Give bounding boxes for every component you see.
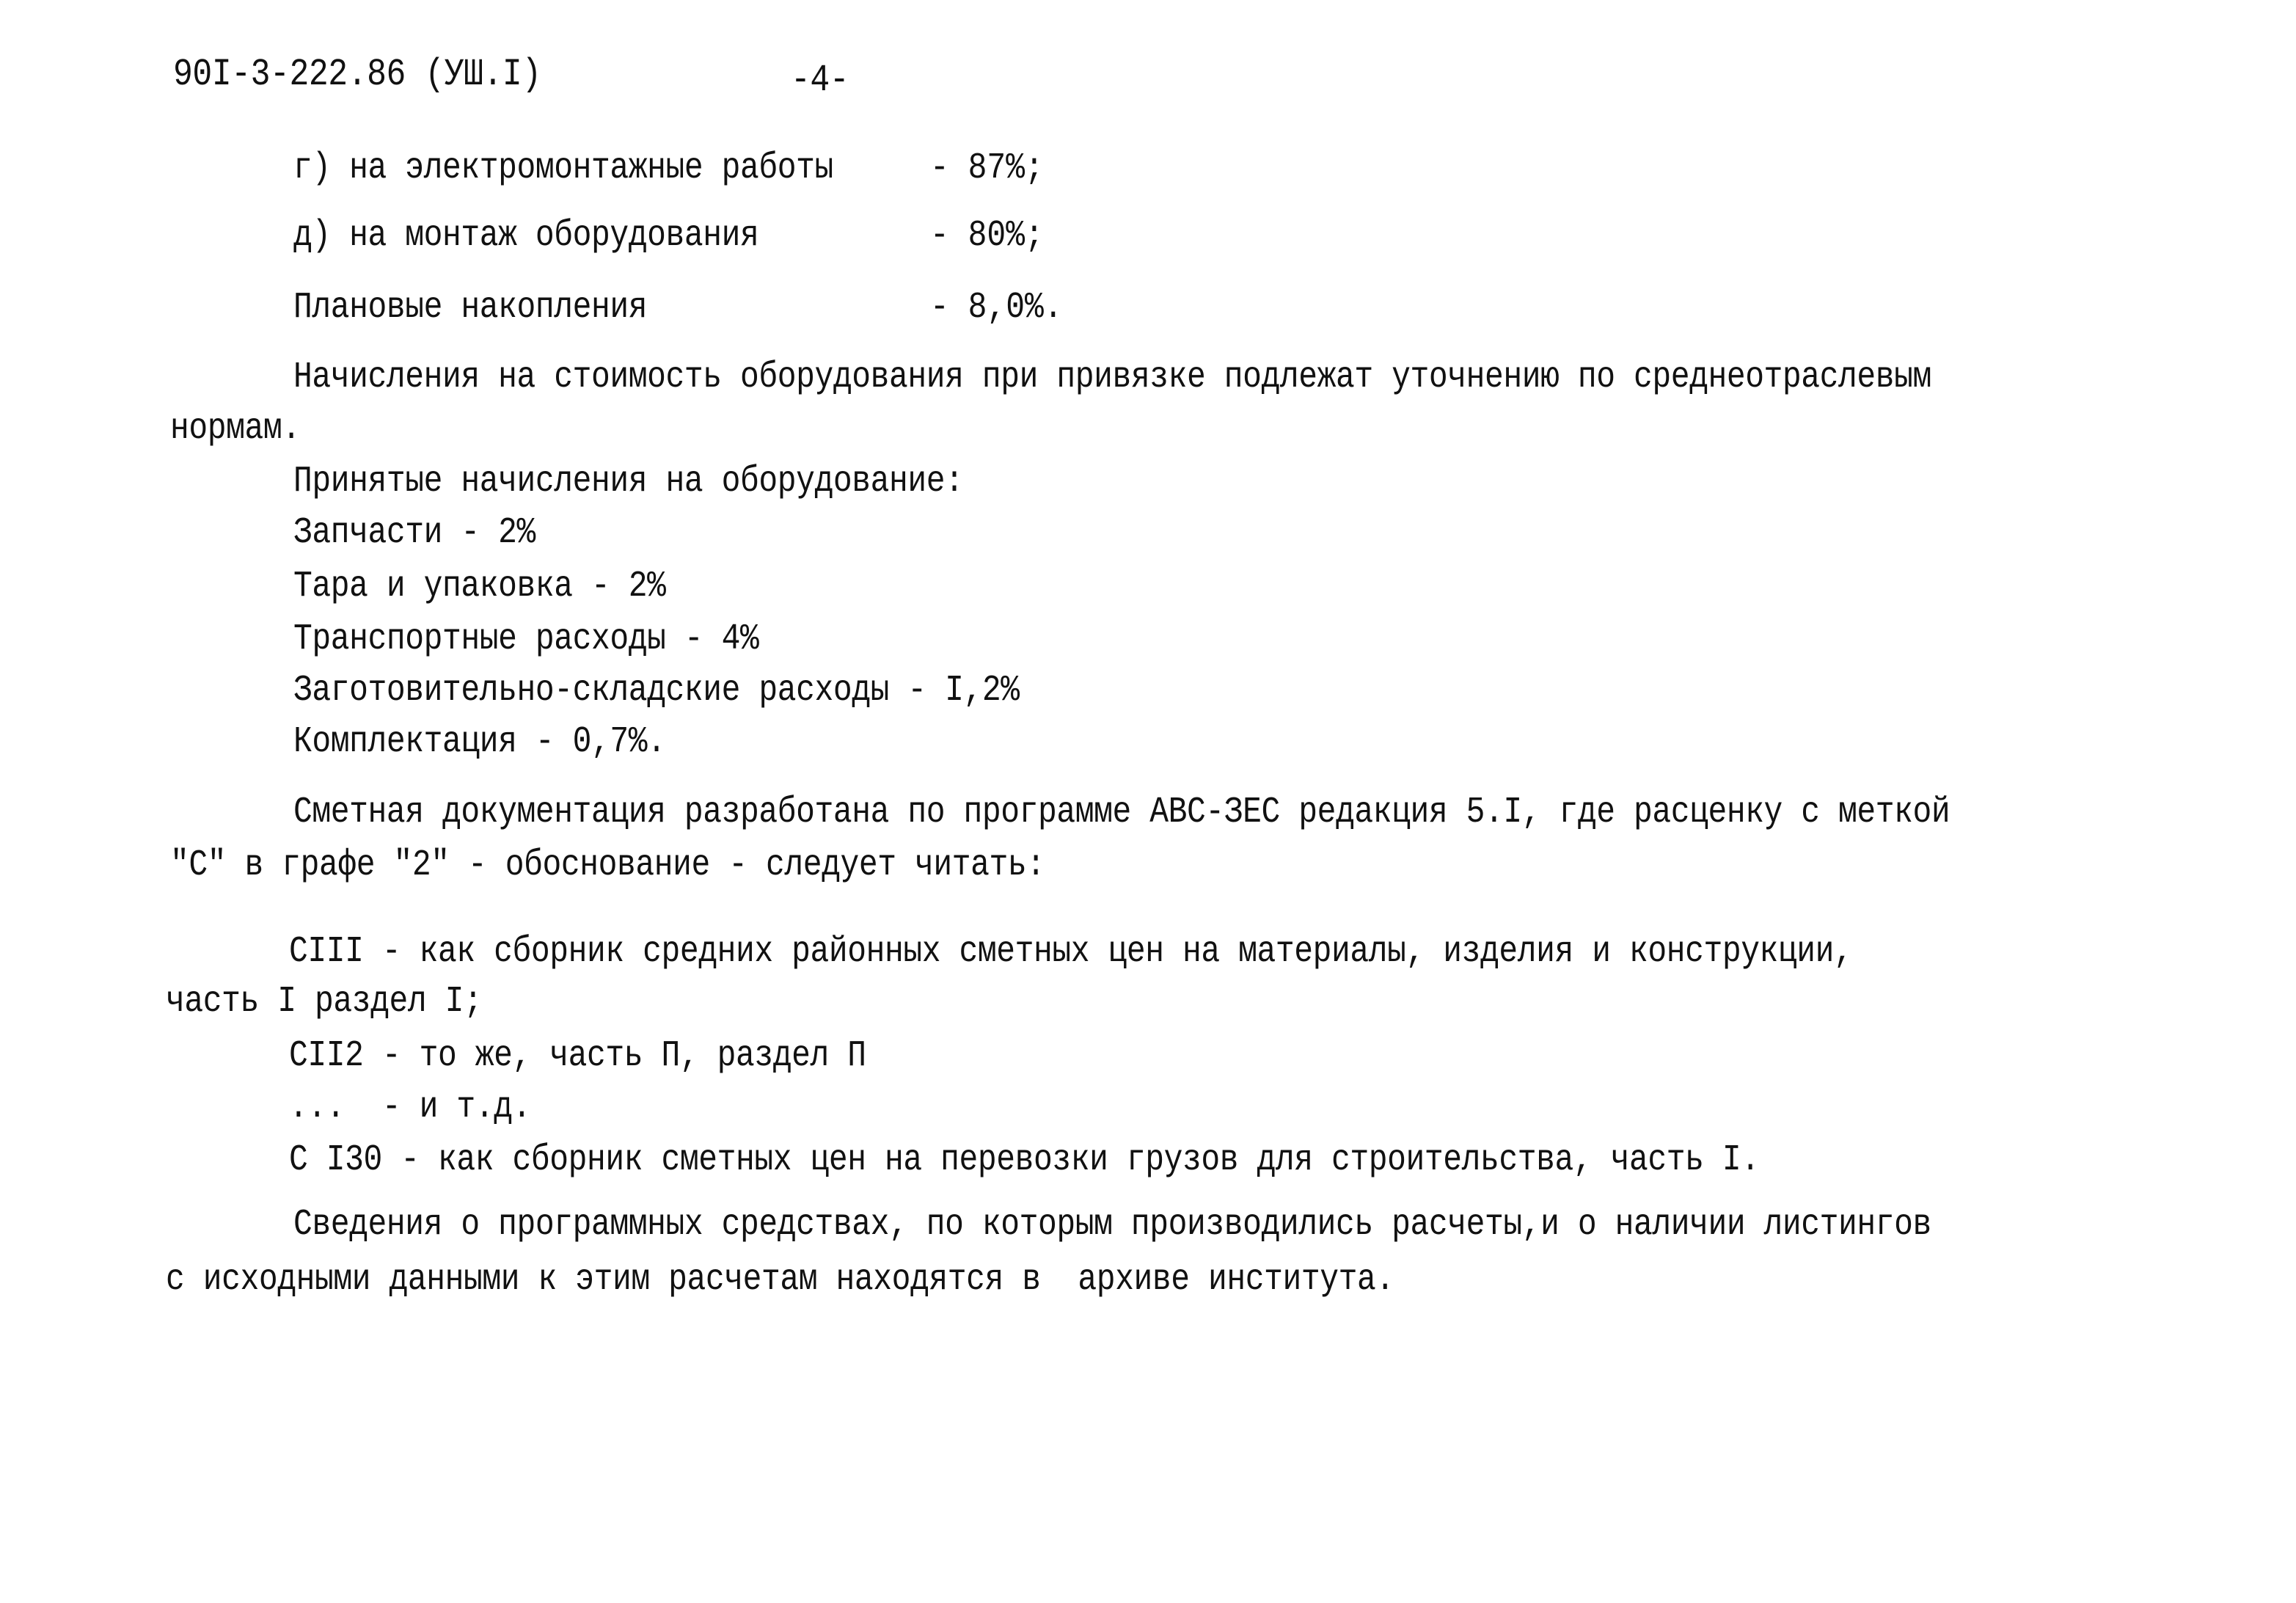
code-c111-cont: часть I раздел I; (166, 981, 483, 1023)
paragraph-line: Начисления на стоимость оборудования при привязке подлежат уточнению по среднеотраслевым (293, 357, 1931, 398)
list-item: Тара и упаковка - 2% (293, 566, 666, 607)
list-title: Принятые начисления на оборудование: (293, 461, 964, 503)
list-item: Комплектация - 0,7%. (293, 721, 666, 763)
rate-label-equipment-install: д) на монтаж оборудования (293, 215, 759, 257)
rate-value-planned-savings: - 8,0%. (930, 287, 1063, 329)
code-c112: СII2 - то же, часть П, раздел П (289, 1035, 866, 1077)
paragraph-line: Сметная документация разработана по программе АВС-ЗЕС редакция 5.I, где расценку с меткой (293, 792, 1950, 833)
code-etc: ... - и т.д. (289, 1087, 531, 1128)
paragraph-line: "С" в графе "2" - обоснование - следует читать: (170, 844, 1045, 886)
rate-label-planned-savings: Плановые накопления (293, 287, 648, 329)
code-c111: СIII - как сборник средних районных сметных цен на материалы, изделия и конструкции, (289, 931, 1853, 973)
page-number: -4- (791, 59, 849, 102)
paragraph-line: с исходными данными к этим расчетам находятся в архиве института. (166, 1259, 1394, 1301)
paragraph-line: нормам. (170, 408, 301, 450)
rate-value-equipment-install: - 80%; (930, 215, 1044, 257)
rate-value-electrical: - 87%; (930, 147, 1044, 189)
rate-label-electrical: г) на электромонтажные работы (293, 147, 833, 189)
list-item: Транспортные расходы - 4% (293, 618, 759, 660)
document-code: 90I-3-222.86 (УШ.I) (173, 53, 541, 96)
code-c130: С I30 - как сборник сметных цен на перевозки грузов для строительства, часть I. (289, 1139, 1760, 1181)
list-item: Запчасти - 2% (293, 512, 535, 554)
list-item: Заготовительно-складские расходы - I,2% (293, 670, 1020, 712)
paragraph-line: Сведения о программных средствах, по которым производились расчеты,и о наличии листингов (293, 1204, 1931, 1246)
